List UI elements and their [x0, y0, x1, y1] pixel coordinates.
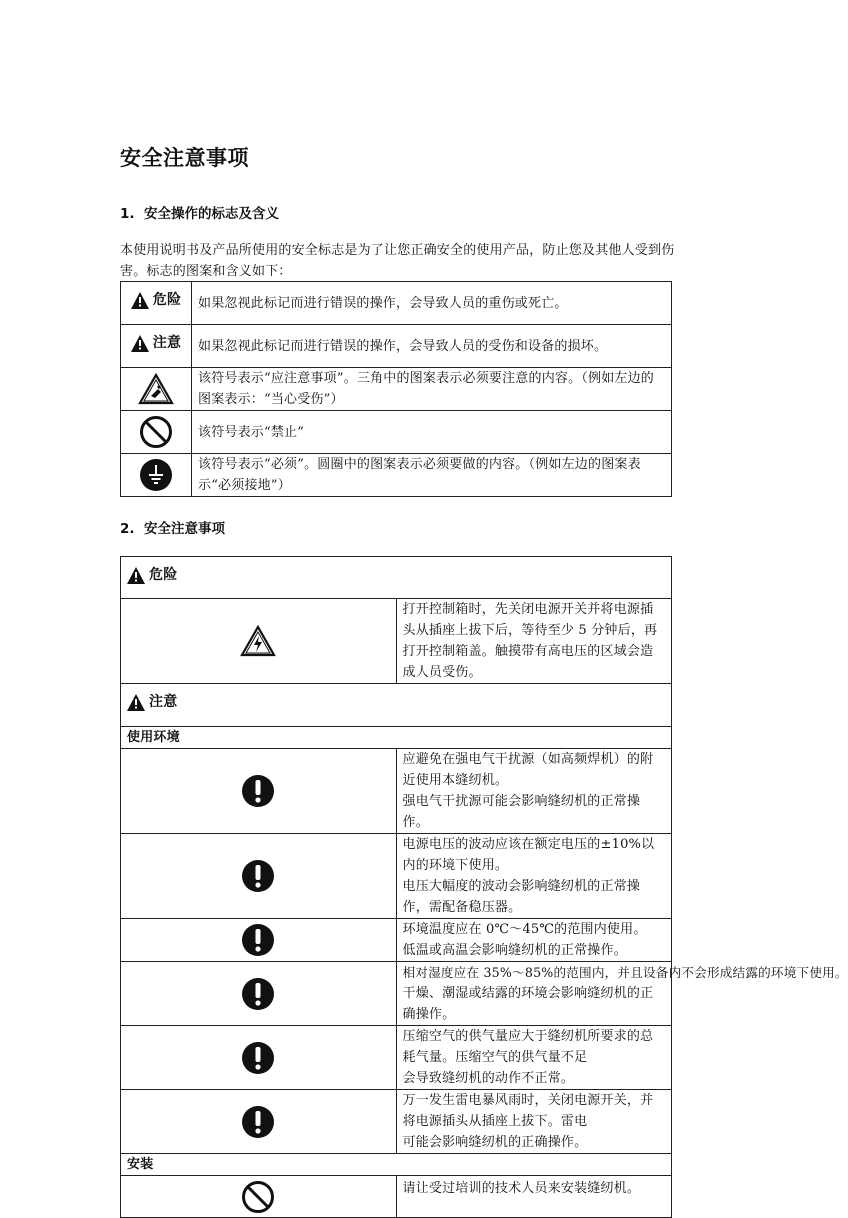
table-row — [121, 834, 672, 919]
warning-triangle-icon — [127, 694, 145, 711]
table-row — [121, 325, 672, 368]
table-row — [121, 1176, 672, 1218]
section-1-heading — [120, 202, 279, 222]
mandatory-exclamation-icon — [241, 859, 275, 893]
warning-triangle-icon — [131, 335, 149, 352]
row-text: 该符号表示“必须”。圆圈中的图案表示必须要做的内容。（例如左边的图案表示“必须接地”） — [192, 454, 672, 497]
section-2-heading — [120, 517, 225, 537]
row-line-1: 万一发生雷电暴风雨时，关闭电源开关，并将电源插头从插座上拔下。雷电 — [402, 1093, 654, 1129]
row-line-2: 干燥、潮湿或结露的环境会影响缝纫机的正确操作。 — [402, 986, 654, 1022]
table-row — [121, 749, 672, 834]
section-1-title: 安全操作的标志及含义 — [144, 206, 279, 222]
mandatory-exclamation-icon — [241, 1105, 275, 1139]
ground-mandatory-icon — [139, 458, 173, 492]
caution-label: 注意 — [131, 333, 181, 354]
symbol-table — [120, 281, 672, 497]
row-line-1: 压缩空气的供气量应大于缝纫机所要求的总耗气量。压缩空气的供气量不足 — [402, 1029, 654, 1065]
env-heading: 使用环境 — [121, 727, 672, 749]
table-row — [121, 599, 672, 684]
row-line-1: 应避免在强电气干扰源（如高频焊机）的附近使用本缝纫机。 — [402, 752, 654, 788]
row-text: 该符号表示“禁止” — [192, 411, 672, 454]
table-row — [121, 411, 672, 454]
row-line-2: 强电气干扰源可能会影响缝纫机的正常操作。 — [402, 794, 641, 830]
subheading-row — [121, 1154, 672, 1176]
caution-header-row — [121, 684, 672, 727]
high-voltage-icon — [240, 625, 276, 657]
mandatory-exclamation-icon — [241, 1041, 275, 1075]
row-text: 打开控制箱时，先关闭电源开关并将电源插头从插座上拔下后，等待至少 5 分钟后，再打开控制箱盖。触摸带有高电压的区域会造成人员受伤。 — [396, 599, 672, 684]
mandatory-exclamation-icon — [241, 774, 275, 808]
row-text: 该符号表示“应注意事项”。三角中的图案表示必须要注意的内容。（例如左边的图案表示：“当心受伤”） — [192, 368, 672, 411]
row-line-2: 可能会影响缝纫机的正确操作。 — [402, 1135, 588, 1150]
table-row — [121, 962, 672, 1026]
row-text: 如果忽视此标记而进行错误的操作，会导致人员的重伤或死亡。 — [192, 282, 672, 325]
caution-hand-injury-icon — [138, 373, 174, 405]
table-row — [121, 1026, 672, 1090]
row-line-1: 电源电压的波动应该在额定电压的±10%以内的环境下使用。 — [402, 837, 655, 873]
mandatory-exclamation-icon — [241, 923, 275, 957]
page-title: 安全注意事项 — [120, 146, 249, 170]
row-line-1: 环境温度应在 0℃～45℃的范围内使用。 — [402, 922, 647, 937]
row-line-2: 电压大幅度的波动会影响缝纫机的正常操作，需配备稳压器。 — [402, 879, 641, 915]
subheading-row — [121, 727, 672, 749]
prohibited-icon — [139, 415, 173, 449]
table-row — [121, 454, 672, 497]
table-row — [121, 919, 672, 962]
precautions-table — [120, 556, 848, 1218]
section-2-number: 2. — [120, 521, 135, 537]
table-row — [121, 368, 672, 411]
section-1-intro: 本使用说明书及产品所使用的安全标志是为了让您正确安全的使用产品，防止您及其他人受到伤害。标志的图案和含义如下： — [120, 243, 675, 279]
install-heading: 安装 — [121, 1154, 672, 1176]
section-2-title: 安全注意事项 — [144, 521, 225, 537]
warning-triangle-icon — [131, 292, 149, 309]
warning-triangle-icon — [127, 567, 145, 584]
table-row — [121, 282, 672, 325]
table-row — [121, 1090, 672, 1154]
danger-header-row — [121, 557, 672, 599]
row-line-2: 低温或高温会影响缝纫机的正常操作。 — [402, 943, 627, 958]
row-text: 请让受过培训的技术人员来安装缝纫机。 — [396, 1176, 672, 1218]
caution-label: 注意 — [127, 692, 177, 713]
row-text: 如果忽视此标记而进行错误的操作，会导致人员的受伤和设备的损坏。 — [192, 325, 672, 368]
mandatory-exclamation-icon — [241, 977, 275, 1011]
row-line-1: 相对湿度应在 35%～85%的范围内，并且设备内不会形成结露的环境下使用。 — [402, 965, 848, 980]
prohibited-icon — [241, 1180, 275, 1214]
section-1-number: 1. — [120, 206, 135, 222]
row-line-2: 会导致缝纫机的动作不正常。 — [402, 1071, 575, 1086]
danger-label: 危险 — [127, 565, 177, 586]
danger-label: 危险 — [131, 290, 181, 311]
